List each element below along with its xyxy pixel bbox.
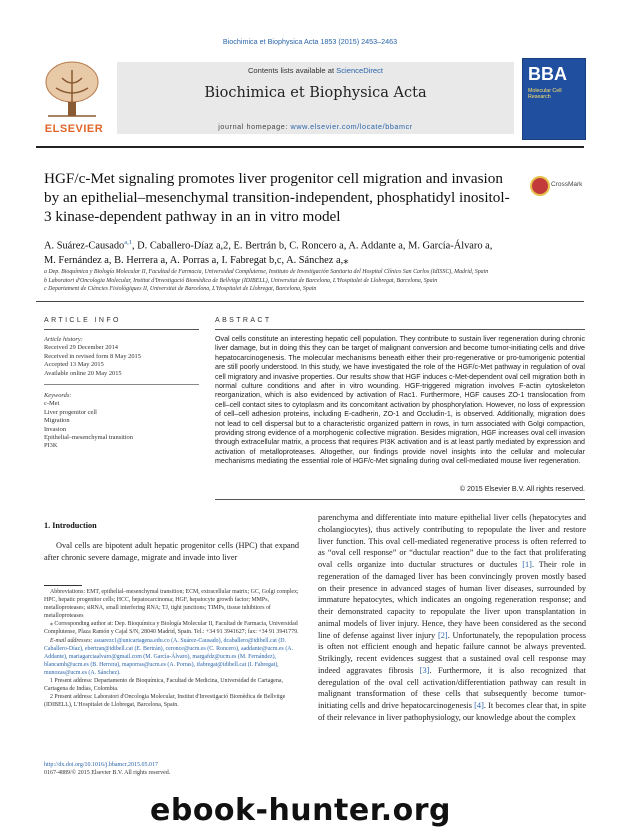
present-address-note-1: 1 Present address: Departamento de Bioquímica, Facultad de Medicina, Universidad de Cartagena, Cartagena de Indias, Colombia.	[44, 678, 283, 693]
header-rule	[36, 146, 584, 148]
intro-paragraph-right	[318, 512, 586, 724]
elsevier-tree-icon	[38, 58, 106, 122]
contents-prefix: Contents lists available at	[247, 66, 337, 75]
abstract-text: Oval cells constitute an interesting hepatic cell population. They contribute to sustain liver regeneration during chronic liver damage, but in doing this they can be target of malignant conversion and become tumor-initiating cells and drive hepatocarcinogenesis. The molecular mechanisms beneath either their pro-regenerative or pro-tumorigenic potential are still poorly understood. In this study, we have investigated the role of the HGF/c-Met pathway in regulation of oval cell migratory and invasive properties. Our results show that HGF induces c-Met-dependent oval cell migration both in normal culture conditions and after in vitro wounding. HGF-triggered migration involves F-actin cytoskeleton reorganization, which is also evidenced by activation of Rac1. Furthermore, HGF causes ZO-1 translocation from cell–cell contact sites to cytoplasm and its concomitant activation by phosphorylation. However, no loss of expression of cell–cell adhesion proteins, including E-cadherin, ZO-1 and Occludin-1, is observed. Additionally, migration does not lead to cell dispersal but to a characteristic organized pattern in rows, in turn associated with Golgi compaction, providing strong evidence of a morphogenic collective migration. Besides migration, HGF increases oval cell invasion through extracellular matrix, a process that requires PI3K activation and is at least partly mediated by expression and activation of metalloproteases. Altogether, our findings provide novel insights into the cellular and molecular mechanisms mediating the essential role of HGF/c-Met signaling during oval cell-mediated mouse liver regeneration.	[215, 335, 585, 466]
affiliations	[44, 268, 592, 294]
author-line-2: M. Fernández a, B. Herrera a, A. Porras a, I. Fabregat b,c, A. Sánchez a,⁎	[44, 255, 349, 267]
abstract-heading: ABSTRACT	[215, 317, 272, 324]
section-rule	[36, 301, 584, 302]
intro-text: . Their role in regeneration of the damaged liver has been convincingly proven mostly based on their presence in advanced stages of human liver diseases, surrounded by immature hepatocytes, which indicates an ongoing regeneration response; and their demonstrated capacity to repopulate the liver upon transplantation in animal models of liver injury. Hence, they have been considered as the second line of defense against liver injury	[318, 560, 586, 640]
history-item: Received 29 December 2014	[44, 344, 118, 352]
author-line-1	[44, 235, 592, 253]
doi-link[interactable]: http://dx.doi.org/10.1016/j.bbamcr.2015.05.017	[44, 762, 159, 768]
article-info-rule	[44, 329, 199, 330]
keyword-item: PI3K	[44, 442, 58, 450]
affiliation-a: a Dep. Bioquímica y Biología Molecular II, Facultad de Farmacia, Universidad Complutense, Instituto de Investigación Sanitaria del Hospital Clínico San Carlos (IdISSC), Madrid, Spain	[44, 269, 489, 275]
citation-link[interactable]: [2]	[438, 630, 448, 640]
footnote-rule	[44, 585, 82, 586]
history-label: Article history:	[44, 336, 83, 343]
watermark: ebook-hunter.org	[150, 793, 451, 828]
intro-text: parenchyma and differentiate into mature epithelial liver cells (hepatocytes and cholangiocytes), thus actively contributing to repopulate the liver and restore liver function. This oval cell-mediated regenerative process is often referred to as “oval cell response” or “ductular reaction” due to the fact that proliferating oval cells organize into ductular structures or ductules	[318, 513, 586, 569]
contents-line	[117, 66, 514, 75]
article-history	[44, 336, 204, 378]
present-address-note-2: 2 Present address: Laboratori d'Oncologia Molecular, Institut d'Investigació Biomèdica de Bellvitge (IDIBELL), L'Hospitalet de Llobregat, Barcelona, Spain.	[44, 694, 286, 709]
first-author: A. Suárez-Causado	[44, 240, 125, 252]
corresponding-author-footnote: ⁎ Corresponding author at: Dep. Bioquímica y Biología Molecular II, Facultad de Farmacia, Universidad Complutense, Plaza Ramón y Cajal S/N, 28040 Madrid, Spain. Tel.: +34 91 3941627; fax: +34 91 3941779.	[44, 621, 299, 636]
crossmark-icon[interactable]	[530, 176, 550, 196]
history-item: Available online 20 May 2015	[44, 369, 122, 377]
abbreviations-footnote: Abbreviations: EMT, epithelial–mesenchymal transition; ECM, extracellular matrix; GC, Golgi complex; HPC, hepatic progenitor cells; HCC, hepatocarcinoma; HGF, hepatocyte growth factor; MMPs, metalloproteases; siRNA, small interfering RNA; TJ, tight junctions; TIMPs, tissue inhibitors of metalloproteases	[44, 589, 299, 620]
history-item: Received in revised form 8 May 2015	[44, 352, 141, 360]
article-info-heading: ARTICLE INFO	[44, 317, 121, 324]
journal-citation-link[interactable]: Biochimica et Biophysica Acta 1853 (2015) 2453–2463	[222, 37, 398, 46]
issn-line: 0167-4889/© 2015 Elsevier B.V. All rights reserved.	[44, 770, 171, 776]
abstract-rule	[215, 329, 585, 330]
first-author-affil: a,1	[124, 239, 132, 246]
keyword-item: Migration	[44, 417, 70, 425]
homepage-prefix: journal homepage:	[218, 122, 291, 131]
keyword-item: Epithelial–mesenchymal transition	[44, 434, 133, 442]
affiliation-c: c Departament de Ciències Fisiològiques II, Universitat de Barcelona, L'Hospitalet de Llobregat, Barcelona, Spain	[44, 286, 317, 292]
history-item: Accepted 13 May 2015	[44, 361, 104, 369]
elsevier-wordmark: ELSEVIER	[44, 123, 104, 135]
keyword-item: Invasion	[44, 425, 67, 433]
citation-link[interactable]: [4]	[474, 701, 484, 710]
author-list	[44, 235, 592, 268]
keyword-item: Liver progenitor cell	[44, 408, 97, 416]
homepage-line	[117, 122, 514, 131]
cover-subtitle: Molecular Cell Research	[528, 88, 562, 100]
abstract-bottom-rule	[215, 499, 585, 500]
sciencedirect-link[interactable]: ScienceDirect	[336, 66, 384, 75]
intro-text: . Furthermore, it is also recognized that deregulation of the oval cell activation/differentiation pathway can result in malignant transformation of these cells that subsequently become tumor-initiating cells and drive hepatocarcinogenesis	[318, 665, 586, 710]
abstract-copyright: © 2015 Elsevier B.V. All rights reserved.	[459, 485, 585, 493]
journal-title: Biochimica et Biophysica Acta	[204, 85, 427, 101]
homepage-url-link[interactable]: www.elsevier.com/locate/bbamcr	[290, 122, 413, 131]
keywords	[44, 392, 204, 451]
keywords-label: Keywords:	[44, 392, 72, 399]
history-rule	[44, 384, 199, 385]
authors-rest: , D. Caballero-Díaz a,2, E. Bertrán b, C. Roncero a, A. Addante a, M. García-Álvaro a,	[131, 240, 493, 252]
citation-link[interactable]: [1]	[522, 560, 532, 569]
footnotes	[44, 588, 302, 709]
email-links[interactable]: asuarezc1@unicartagena.edu.co (A. Suárez-Causado), dcaballero@idibell.cat (D. Caballero-Díaz), ebertran@idibell.cat (E. Bertrán), ceronce@ucm.es (C. Roncero), aaddante@ucm.es (A. Addante), mariagarciaalvaro@gmail.com (M. García-Álvaro), margafdz@ucm.es (M. Fernández), blancamh@ucm.es (B. Herrera), maporras@ucm.es (A. Porras), ifabregat@idibell.cat (I. Fabregat), munozas@ucm.es (A. Sánchez).	[44, 637, 294, 676]
intro-text: . It becomes clear that, in spite of their relevance in liver pathophysiology, our knowledge about the complex	[318, 701, 587, 722]
cover-title: BBA	[528, 64, 567, 84]
affiliation-b: b Laboratori d'Oncologia Molecular, Institut d'Investigació Biomèdica de Bellvitge (IDIBELL), Universitat de Barcelona, L'Hospitalet de Llobregat, Barcelona, Spain	[44, 277, 438, 284]
citation-link[interactable]: [3]	[419, 665, 430, 675]
email-footnote	[44, 637, 302, 677]
crossmark-label[interactable]: CrossMark	[551, 181, 583, 188]
email-label: E-mail addresses:	[50, 637, 94, 644]
intro-paragraph-left: Oval cells are bipotent adult hepatic progenitor cells (HPC) that expand after chronic severe damage, migrate and invade into liver	[44, 541, 299, 562]
article-title: HGF/c-Met signaling promotes liver progenitor cell migration and invasion by an epithelial–mesenchymal transition-independent, phosphatidyl inositol-3 kinase-dependent pathway in an in vitro model	[44, 170, 510, 225]
intro-text: . Unfortunately, the repopulation process is often not efficient enough and hepatic failure cannot be always prevented. Strikingly, recent evidences suggest that a sustained oval cell response may indeed aggravates fibrosis	[318, 630, 586, 675]
intro-heading: 1. Introduction	[44, 521, 97, 530]
keyword-item: c-Met	[44, 400, 60, 408]
